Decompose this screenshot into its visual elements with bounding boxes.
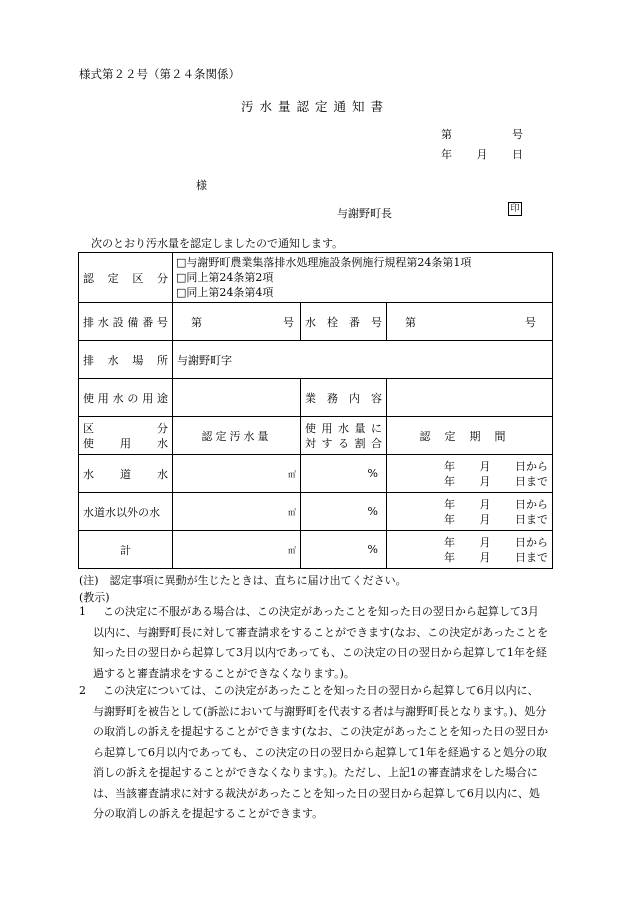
table-row: [79, 417, 553, 455]
unit-m3: ㎥: [288, 546, 296, 555]
table-row: [79, 341, 553, 379]
table-row: [79, 379, 553, 417]
period-year: 年: [444, 535, 456, 549]
col-ratio-bottom: 対する割合: [305, 436, 382, 450]
ratio-cell: [301, 531, 387, 569]
instruction-heading: (教示): [79, 591, 110, 604]
col-category-top: 区 分: [83, 421, 168, 435]
period-month: 月: [479, 512, 491, 526]
instruction-text: この決定に不服がある場合は、この決定があったことを知った日の翌日から起算して3月以内に、与謝野町長に対して審査請求をすることができます(なお、この決定があったことを知った日の翌日から起算して3月以内であっても、この決定の日の翌日から起算して1年を経過すると審査請求をすることができなくなります。)。: [93, 605, 549, 680]
instruction-number: 2: [79, 684, 86, 697]
faucet-no-label: 水栓番号: [305, 315, 382, 329]
percent-sign: %: [367, 467, 378, 480]
certification-table: [78, 252, 553, 569]
location-value: 与謝野町字: [173, 341, 553, 379]
period-cell: [387, 531, 553, 569]
category-label: 認定区分: [83, 271, 168, 285]
drainage-no-cell: [173, 303, 301, 341]
recipient-suffix: 様: [196, 179, 207, 192]
water-use-value: [173, 379, 301, 417]
amount-cell: [173, 493, 301, 531]
table-row: [79, 455, 553, 493]
col-category-bottom: 使 用 水: [83, 436, 168, 450]
table-row: [79, 253, 553, 303]
faucet-no-suffix: 号: [525, 315, 537, 329]
faucet-no-prefix: 第: [405, 315, 416, 329]
period-year: 年: [444, 550, 456, 564]
faucet-no-label-cell: [301, 303, 387, 341]
business-value: [387, 379, 553, 417]
period-from: 日から: [515, 535, 549, 549]
date-day: 日: [512, 148, 523, 161]
date-year: 年: [441, 148, 452, 161]
number-prefix: 第: [441, 128, 452, 141]
document-date: [441, 146, 523, 162]
period-to: 日まで: [515, 550, 549, 564]
location-label-cell: [79, 341, 173, 379]
row-label: 水道水: [83, 467, 168, 481]
business-label: 業務内容: [305, 391, 382, 405]
instruction-item: [79, 681, 549, 825]
period-year: 年: [444, 474, 456, 488]
location-label: 排水場所: [83, 353, 168, 367]
drainage-no-label-cell: [79, 303, 173, 341]
ratio-cell: [301, 455, 387, 493]
period-from: 日から: [515, 497, 549, 511]
amount-cell: [173, 531, 301, 569]
row-label-cell: [79, 531, 173, 569]
date-month: 月: [476, 148, 488, 161]
period-year: 年: [444, 459, 456, 473]
row-label-cell: [79, 493, 173, 531]
percent-sign: %: [367, 505, 378, 518]
drainage-no-suffix: 号: [283, 315, 294, 329]
note: (注) 認定事項に異動が生じたときは、直ちに届け出てください。: [79, 574, 407, 587]
ratio-cell: [301, 493, 387, 531]
business-label-cell: [301, 379, 387, 417]
instruction-text: この決定については、この決定があったことを知った日の翌日から起算して6月以内に、与謝野町を被告として(訴訟において与謝野町を代表する者は与謝野町長となります。)、処分の取消しの訴えを提起することができます(なお、この決定があったことを知った日の翌日から起算して6月以内であっても、この決定の日の翌日から起算して1年を経過すると処分の取消しの訴えを提起することができなくなります。)。ただし、上記1の審査請求をした場合には、当該審査請求に対する裁決があったことを知った日の翌日から起算して6月以内に、処分の取消しの訴えを提起することができます。: [93, 684, 549, 820]
row-label-cell: [79, 455, 173, 493]
period-year: 年: [444, 512, 456, 526]
period-cell: [387, 455, 553, 493]
period-cell: [387, 493, 553, 531]
col-amount-header: 認定汚水量: [173, 417, 301, 455]
form-id: 様式第２２号（第２４条関係）: [79, 67, 240, 81]
period-month: 月: [479, 497, 491, 511]
row-label: 計: [120, 543, 131, 557]
drainage-no-prefix: 第: [191, 315, 202, 329]
period-from: 日から: [515, 459, 549, 473]
drainage-no-label: 排水設備番号: [83, 315, 168, 329]
table-row: [79, 531, 553, 569]
water-use-label: 使用水の用途: [83, 391, 168, 405]
period-month: 月: [479, 459, 491, 473]
amount-cell: [173, 455, 301, 493]
seal-mark: 印: [508, 202, 522, 216]
instruction-number: 1: [79, 605, 86, 618]
period-to: 日まで: [515, 474, 549, 488]
instruction-item: [79, 602, 549, 684]
faucet-no-cell: [387, 303, 553, 341]
water-use-label-cell: [79, 379, 173, 417]
period-month: 月: [479, 535, 491, 549]
category-option: □同上第24条第2項: [176, 271, 274, 284]
category-label-cell: [79, 253, 173, 303]
col-period-header: 認定期間: [387, 417, 553, 455]
category-option: □与謝野町農業集落排水処理施設条例施行規程第24条第1項: [176, 256, 472, 269]
col-ratio-top: 使用水量に: [305, 421, 382, 435]
row-label: 水道水以外の水: [83, 505, 160, 519]
table-row: [79, 493, 553, 531]
period-to: 日まで: [515, 512, 549, 526]
unit-m3: ㎥: [288, 508, 296, 517]
issuer: 与謝野町長: [337, 207, 392, 220]
intro-text: 次のとおり汚水量を認定しましたので通知します。: [91, 237, 344, 250]
table-row: [79, 303, 553, 341]
period-month: 月: [479, 550, 491, 564]
number-suffix: 号: [512, 128, 523, 141]
col-ratio-header: [301, 417, 387, 455]
category-options: [173, 253, 553, 303]
document-number: [441, 126, 523, 142]
period-month: 月: [479, 474, 491, 488]
period-year: 年: [444, 497, 456, 511]
percent-sign: %: [367, 543, 378, 556]
unit-m3: ㎥: [288, 470, 296, 479]
col-category-header: [79, 417, 173, 455]
document-title: 汚水量認定通知書: [240, 99, 389, 114]
category-option: □同上第24条第4項: [176, 286, 274, 299]
